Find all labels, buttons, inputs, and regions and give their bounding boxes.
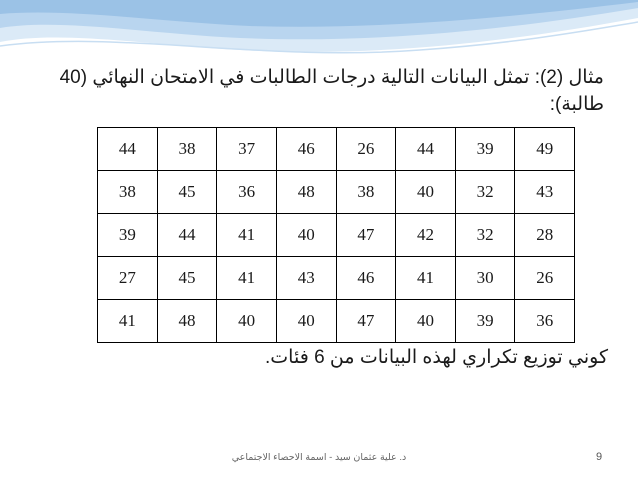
table-cell: 40 — [276, 214, 336, 257]
table-cell: 46 — [276, 128, 336, 171]
table-cell: 36 — [515, 300, 575, 343]
table-cell: 44 — [157, 214, 217, 257]
footer-author: د. علية عثمان سيد - اسمة الاحصاء الاجتماعي — [231, 452, 407, 463]
instruction-text: كوني توزيع تكراري لهذه البيانات من 6 فئات. — [265, 347, 608, 368]
grades-table — [97, 127, 575, 343]
table-cell: 43 — [515, 171, 575, 214]
table-cell: 26 — [515, 257, 575, 300]
table-cell: 36 — [217, 171, 277, 214]
table-cell: 37 — [217, 128, 277, 171]
table-cell: 40 — [396, 171, 456, 214]
table-cell: 41 — [217, 257, 277, 300]
table-cell: 38 — [98, 171, 158, 214]
table-cell: 44 — [396, 128, 456, 171]
table-cell: 41 — [217, 214, 277, 257]
table-cell: 27 — [98, 257, 158, 300]
page-number: 9 — [596, 451, 603, 463]
table-cell: 38 — [336, 171, 396, 214]
table-cell: 48 — [157, 300, 217, 343]
table-row — [98, 300, 575, 343]
table-row — [98, 171, 575, 214]
slide-title: مثال (2): تمثل البيانات التالية درجات الطالبات في الامتحان النهائي (40 طالبة): — [59, 67, 604, 115]
table-cell: 39 — [455, 128, 515, 171]
table-cell: 30 — [455, 257, 515, 300]
table-cell: 41 — [396, 257, 456, 300]
table-cell: 40 — [396, 300, 456, 343]
table-row — [98, 128, 575, 171]
table-cell: 32 — [455, 214, 515, 257]
table-cell: 39 — [98, 214, 158, 257]
table-row — [98, 214, 575, 257]
table-cell: 48 — [276, 171, 336, 214]
table-cell: 43 — [276, 257, 336, 300]
table-cell: 32 — [455, 171, 515, 214]
table-cell: 42 — [396, 214, 456, 257]
table-cell: 49 — [515, 128, 575, 171]
table-cell: 28 — [515, 214, 575, 257]
table-row — [98, 257, 575, 300]
table-cell: 45 — [157, 171, 217, 214]
table-cell: 47 — [336, 214, 396, 257]
table-cell: 45 — [157, 257, 217, 300]
table-cell: 38 — [157, 128, 217, 171]
table-cell: 26 — [336, 128, 396, 171]
table-cell: 39 — [455, 300, 515, 343]
table-cell: 46 — [336, 257, 396, 300]
table-cell: 40 — [217, 300, 277, 343]
table-cell: 47 — [336, 300, 396, 343]
table-cell: 44 — [98, 128, 158, 171]
header-wave-decoration — [0, 0, 638, 70]
table-cell: 41 — [98, 300, 158, 343]
table-cell: 40 — [276, 300, 336, 343]
